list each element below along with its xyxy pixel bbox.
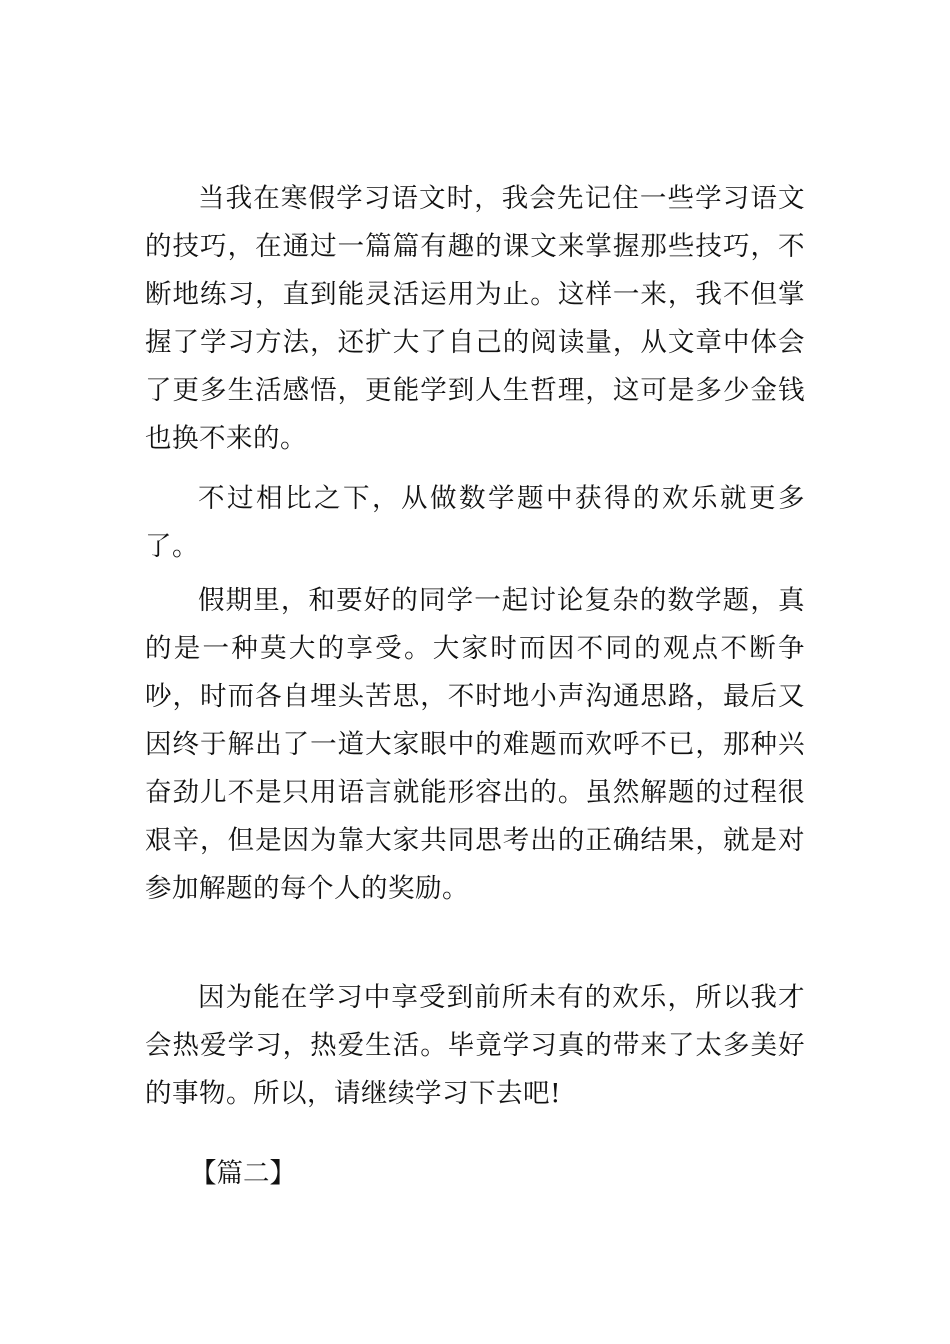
section-heading: 【篇二】 (190, 1158, 296, 1189)
paragraph-group-discussion: 假期里，和要好的同学一起讨论复杂的数学题，真的是一种莫大的享受。大家时而因不同的观点不断争吵，时而各自埋头苦思，不时地小声沟通思路，最后又因终于解出了一道大家眼中的难题而欢呼不已，那种兴奋劲儿不是只用语言就能形容出的。虽然解题的过程很艰辛，但是因为靠大家共同思考出的正确结果，就是对参加解题的每个人的奖励。 (145, 585, 805, 904)
paragraph-math-joy: 不过相比之下，从做数学题中获得的欢乐就更多了。 (145, 483, 805, 562)
paragraph-chinese-study: 当我在寒假学习语文时，我会先记住一些学习语文的技巧，在通过一篇篇有趣的课文来掌握那些技巧，不断地练习，直到能灵活运用为止。这样一来，我不但掌握了学习方法，还扩大了自己的阅读量，从文章中体会了更多生活感悟，更能学到人生哲理，这可是多少金钱也换不来的。 (145, 183, 805, 454)
paragraph-conclusion: 因为能在学习中享受到前所未有的欢乐，所以我才会热爱学习，热爱生活。毕竟学习真的带来了太多美好的事物。所以，请继续学习下去吧! (145, 982, 805, 1109)
